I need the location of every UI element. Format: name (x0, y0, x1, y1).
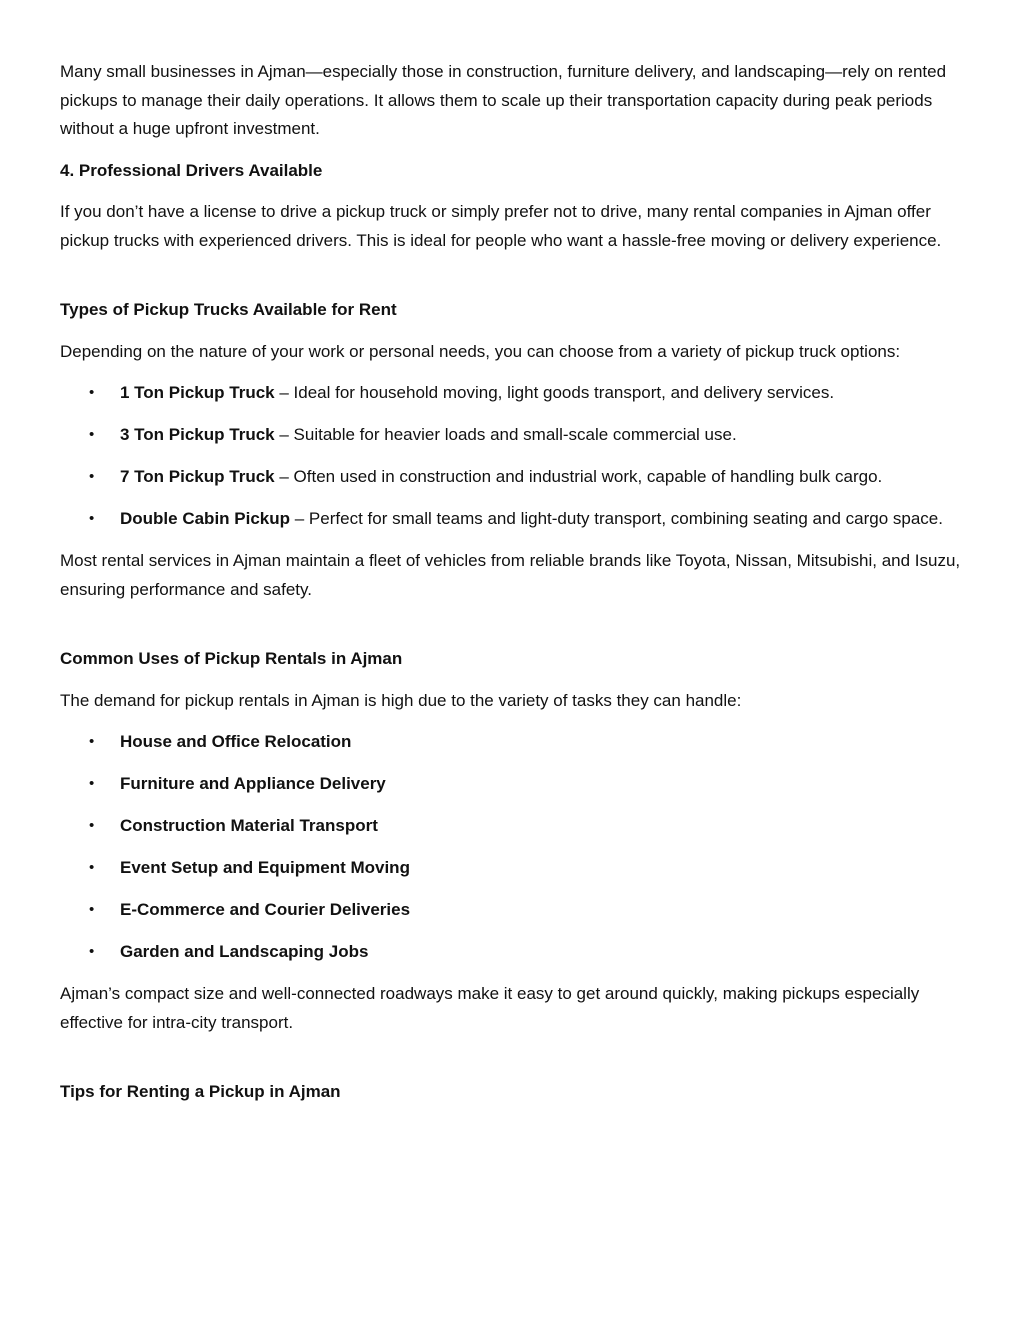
bullet-icon: • (89, 384, 95, 401)
bullet-icon: • (89, 468, 95, 485)
truck-type-desc: – Suitable for heavier loads and small-scale commercial use. (274, 425, 737, 444)
truck-type-term: Double Cabin Pickup (120, 509, 291, 528)
truck-type-desc: – Often used in construction and industrial work, capable of handling bulk cargo. (274, 467, 883, 486)
types-intro: Depending on the nature of your work or personal needs, you can choose from a variety of pickup truck options: (60, 341, 901, 361)
use-item-label: Furniture and Appliance Delivery (120, 774, 386, 793)
use-item-label: Construction Material Transport (120, 816, 378, 835)
bullet-icon: • (89, 510, 95, 527)
list-item (60, 379, 966, 408)
uses-outro: Ajman’s compact size and well-connected roadways make it easy to get around quickly, making pickups especially effective for intra-city transport. (60, 984, 920, 1032)
uses-heading: Common Uses of Pickup Rentals in Ajman (60, 649, 403, 668)
uses-list (60, 728, 966, 967)
list-item (60, 505, 966, 534)
list-item (60, 854, 966, 883)
intro-paragraph: Many small businesses in Ajman—especially those in construction, furniture delivery, and landscaping—rely on rented pickups to manage their daily operations. It allows them to scale up their transportation capacity during peak periods without a huge upfront investment. (60, 62, 947, 138)
bullet-icon: • (89, 775, 95, 792)
uses-intro: The demand for pickup rentals in Ajman is high due to the variety of tasks they can handle: (60, 690, 742, 710)
truck-type-term: 3 Ton Pickup Truck (120, 425, 275, 444)
bullet-icon: • (89, 943, 95, 960)
list-item (60, 463, 966, 492)
types-outro: Most rental services in Ajman maintain a fleet of vehicles from reliable brands like Toyota, Nissan, Mitsubishi, and Isuzu, ensuring performance and safety. (60, 551, 961, 599)
truck-type-term: 1 Ton Pickup Truck (120, 383, 275, 402)
truck-type-term: 7 Ton Pickup Truck (120, 467, 275, 486)
bullet-icon: • (89, 817, 95, 834)
list-item (60, 812, 966, 841)
list-item (60, 896, 966, 925)
bullet-icon: • (89, 901, 95, 918)
list-item (60, 938, 966, 967)
section-spacer (60, 617, 966, 645)
drivers-paragraph: If you don’t have a license to drive a pickup truck or simply prefer not to drive, many rental companies in Ajman offer pickup trucks with experienced drivers. This is ideal for people who want a hassle-free moving or delivery experience. (60, 202, 942, 250)
bullet-icon: • (89, 426, 95, 443)
list-item (60, 728, 966, 757)
list-item (60, 421, 966, 450)
use-item-label: House and Office Relocation (120, 732, 352, 751)
drivers-heading: 4. Professional Drivers Available (60, 160, 323, 180)
use-item-label: E-Commerce and Courier Deliveries (120, 900, 411, 919)
document-page (60, 58, 966, 1120)
tips-heading: Tips for Renting a Pickup in Ajman (60, 1082, 341, 1101)
truck-type-desc: – Ideal for household moving, light goods transport, and delivery services. (274, 383, 835, 402)
types-heading: Types of Pickup Trucks Available for Rent (60, 300, 397, 319)
bullet-icon: • (89, 733, 95, 750)
list-item (60, 770, 966, 799)
use-item-label: Garden and Landscaping Jobs (120, 942, 369, 961)
bullet-icon: • (89, 859, 95, 876)
truck-type-desc: – Perfect for small teams and light-duty transport, combining seating and cargo space. (290, 509, 943, 528)
section-spacer (60, 268, 966, 296)
section-spacer (60, 1050, 966, 1078)
truck-types-list (60, 379, 966, 534)
use-item-label: Event Setup and Equipment Moving (120, 858, 410, 877)
